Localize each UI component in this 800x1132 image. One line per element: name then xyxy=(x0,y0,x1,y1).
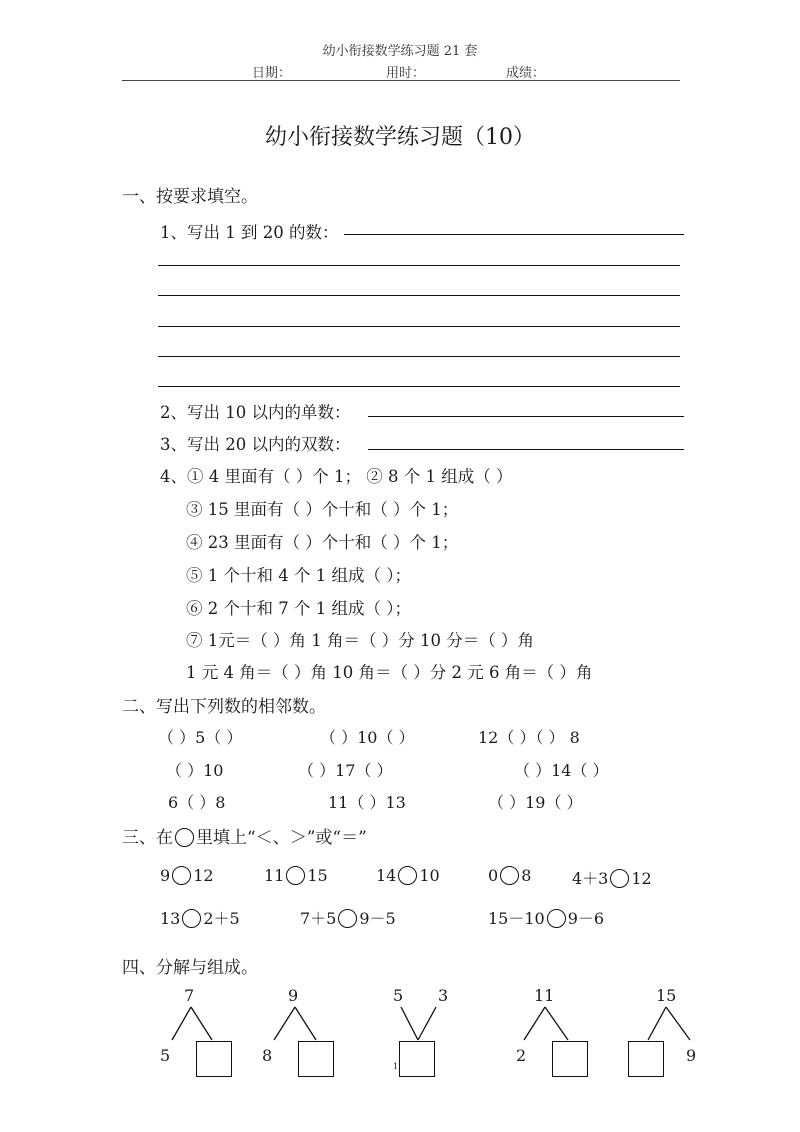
question-4-line-7: 1 元 4 角＝（ ）角 10 角＝（ ）分 2 元 6 角＝（ ）角 xyxy=(186,663,593,682)
compare-item: 14 10 xyxy=(376,866,440,885)
neighbor-item: 11（ ）13 xyxy=(328,793,406,812)
branch-line xyxy=(418,1007,436,1040)
branch-line xyxy=(401,1007,418,1040)
question-2: 2、写出 10 以内的单数： xyxy=(160,403,351,422)
tree-left-number: 5 xyxy=(160,1046,171,1065)
tree-left-number: 2 xyxy=(516,1046,527,1065)
neighbor-item: （ ）10（ ） xyxy=(320,728,415,747)
answer-box[interactable] xyxy=(196,1041,232,1077)
question-4-line-6: ⑦ 1元＝（ ）角 1 角＝（ ）分 10 分＝（ ）角 xyxy=(186,631,534,650)
neighbor-item: 12（ ）（ ） 8 xyxy=(478,728,580,747)
tree-top-number: 7 xyxy=(184,986,195,1005)
compare-item: 0 8 xyxy=(488,866,532,885)
branch-line xyxy=(524,1007,545,1040)
tree-left-number: 8 xyxy=(262,1046,273,1065)
answer-box[interactable] xyxy=(552,1041,588,1077)
question-4-line-3: ④ 23 里面有（ ）个十和（ ）个 1； xyxy=(186,533,459,552)
section-2-heading: 二、写出下列数的相邻数。 xyxy=(122,697,326,717)
question-4-line-1: 4、① 4 里面有（ ）个 1； ② 8 个 1 组成（ ） xyxy=(160,467,513,486)
time-label: 用时： xyxy=(386,66,426,81)
question-4-line-4: ⑤ 1 个十和 4 个 1 组成（ ）； xyxy=(186,566,411,585)
branch-line xyxy=(648,1007,666,1040)
tree-top-number: 9 xyxy=(288,986,299,1005)
tree-top-right-number: 3 xyxy=(438,986,449,1005)
answer-box[interactable] xyxy=(399,1041,435,1077)
branch-line xyxy=(172,1007,191,1040)
tree-top-left-number: 5 xyxy=(393,986,404,1005)
question-1: 1、写出 1 到 20 的数： xyxy=(160,223,339,242)
question-4-line-2: ③ 15 里面有（ ）个十和（ ）个 1； xyxy=(186,500,459,519)
tree-top-number: 15 xyxy=(656,986,677,1005)
tree-small-number: 1 xyxy=(393,1062,399,1071)
section-3-heading: 三、在 里填上“＜、＞”或“＝” xyxy=(122,828,367,848)
neighbor-item: （ ）19（ ） xyxy=(488,793,583,812)
branch-line xyxy=(295,1007,316,1040)
compare-item: 9 12 xyxy=(160,866,214,885)
tree-right-number: 9 xyxy=(686,1046,697,1065)
date-label: 日期： xyxy=(252,66,292,81)
compare-item: 15－10 9－6 xyxy=(488,909,605,928)
branch-line xyxy=(274,1007,295,1040)
branch-line xyxy=(545,1007,568,1040)
compare-item: 7＋5 9－5 xyxy=(300,909,396,928)
question-3: 3、写出 20 以内的双数： xyxy=(160,435,351,454)
section-1-heading: 一、按要求填空。 xyxy=(122,187,258,207)
neighbor-item: 6（ ）8 xyxy=(168,793,226,812)
score-label: 成绩： xyxy=(506,66,546,81)
neighbor-item: （ ）17（ ） xyxy=(298,761,393,780)
branch-line xyxy=(191,1007,212,1040)
compare-item: 11 15 xyxy=(264,866,328,885)
neighbor-item: （ ）14（ ） xyxy=(514,761,609,780)
document-header-title: 幼小衔接数学练习题 21 套 xyxy=(322,44,478,59)
tree-top-number: 11 xyxy=(534,986,555,1005)
page-title: 幼小衔接数学练习题（10） xyxy=(265,125,535,150)
neighbor-item: （ ）10 xyxy=(166,761,224,780)
question-4-line-5: ⑥ 2 个十和 7 个 1 组成（ ）； xyxy=(186,599,411,618)
neighbor-item: （ ）5（ ） xyxy=(158,728,243,747)
section-4-heading: 四、分解与组成。 xyxy=(122,958,258,978)
compare-item: 4＋3 12 xyxy=(572,869,652,888)
answer-box[interactable] xyxy=(628,1041,664,1077)
answer-box[interactable] xyxy=(298,1041,334,1077)
branch-line xyxy=(666,1007,690,1040)
compare-item: 13 2＋5 xyxy=(160,909,240,928)
